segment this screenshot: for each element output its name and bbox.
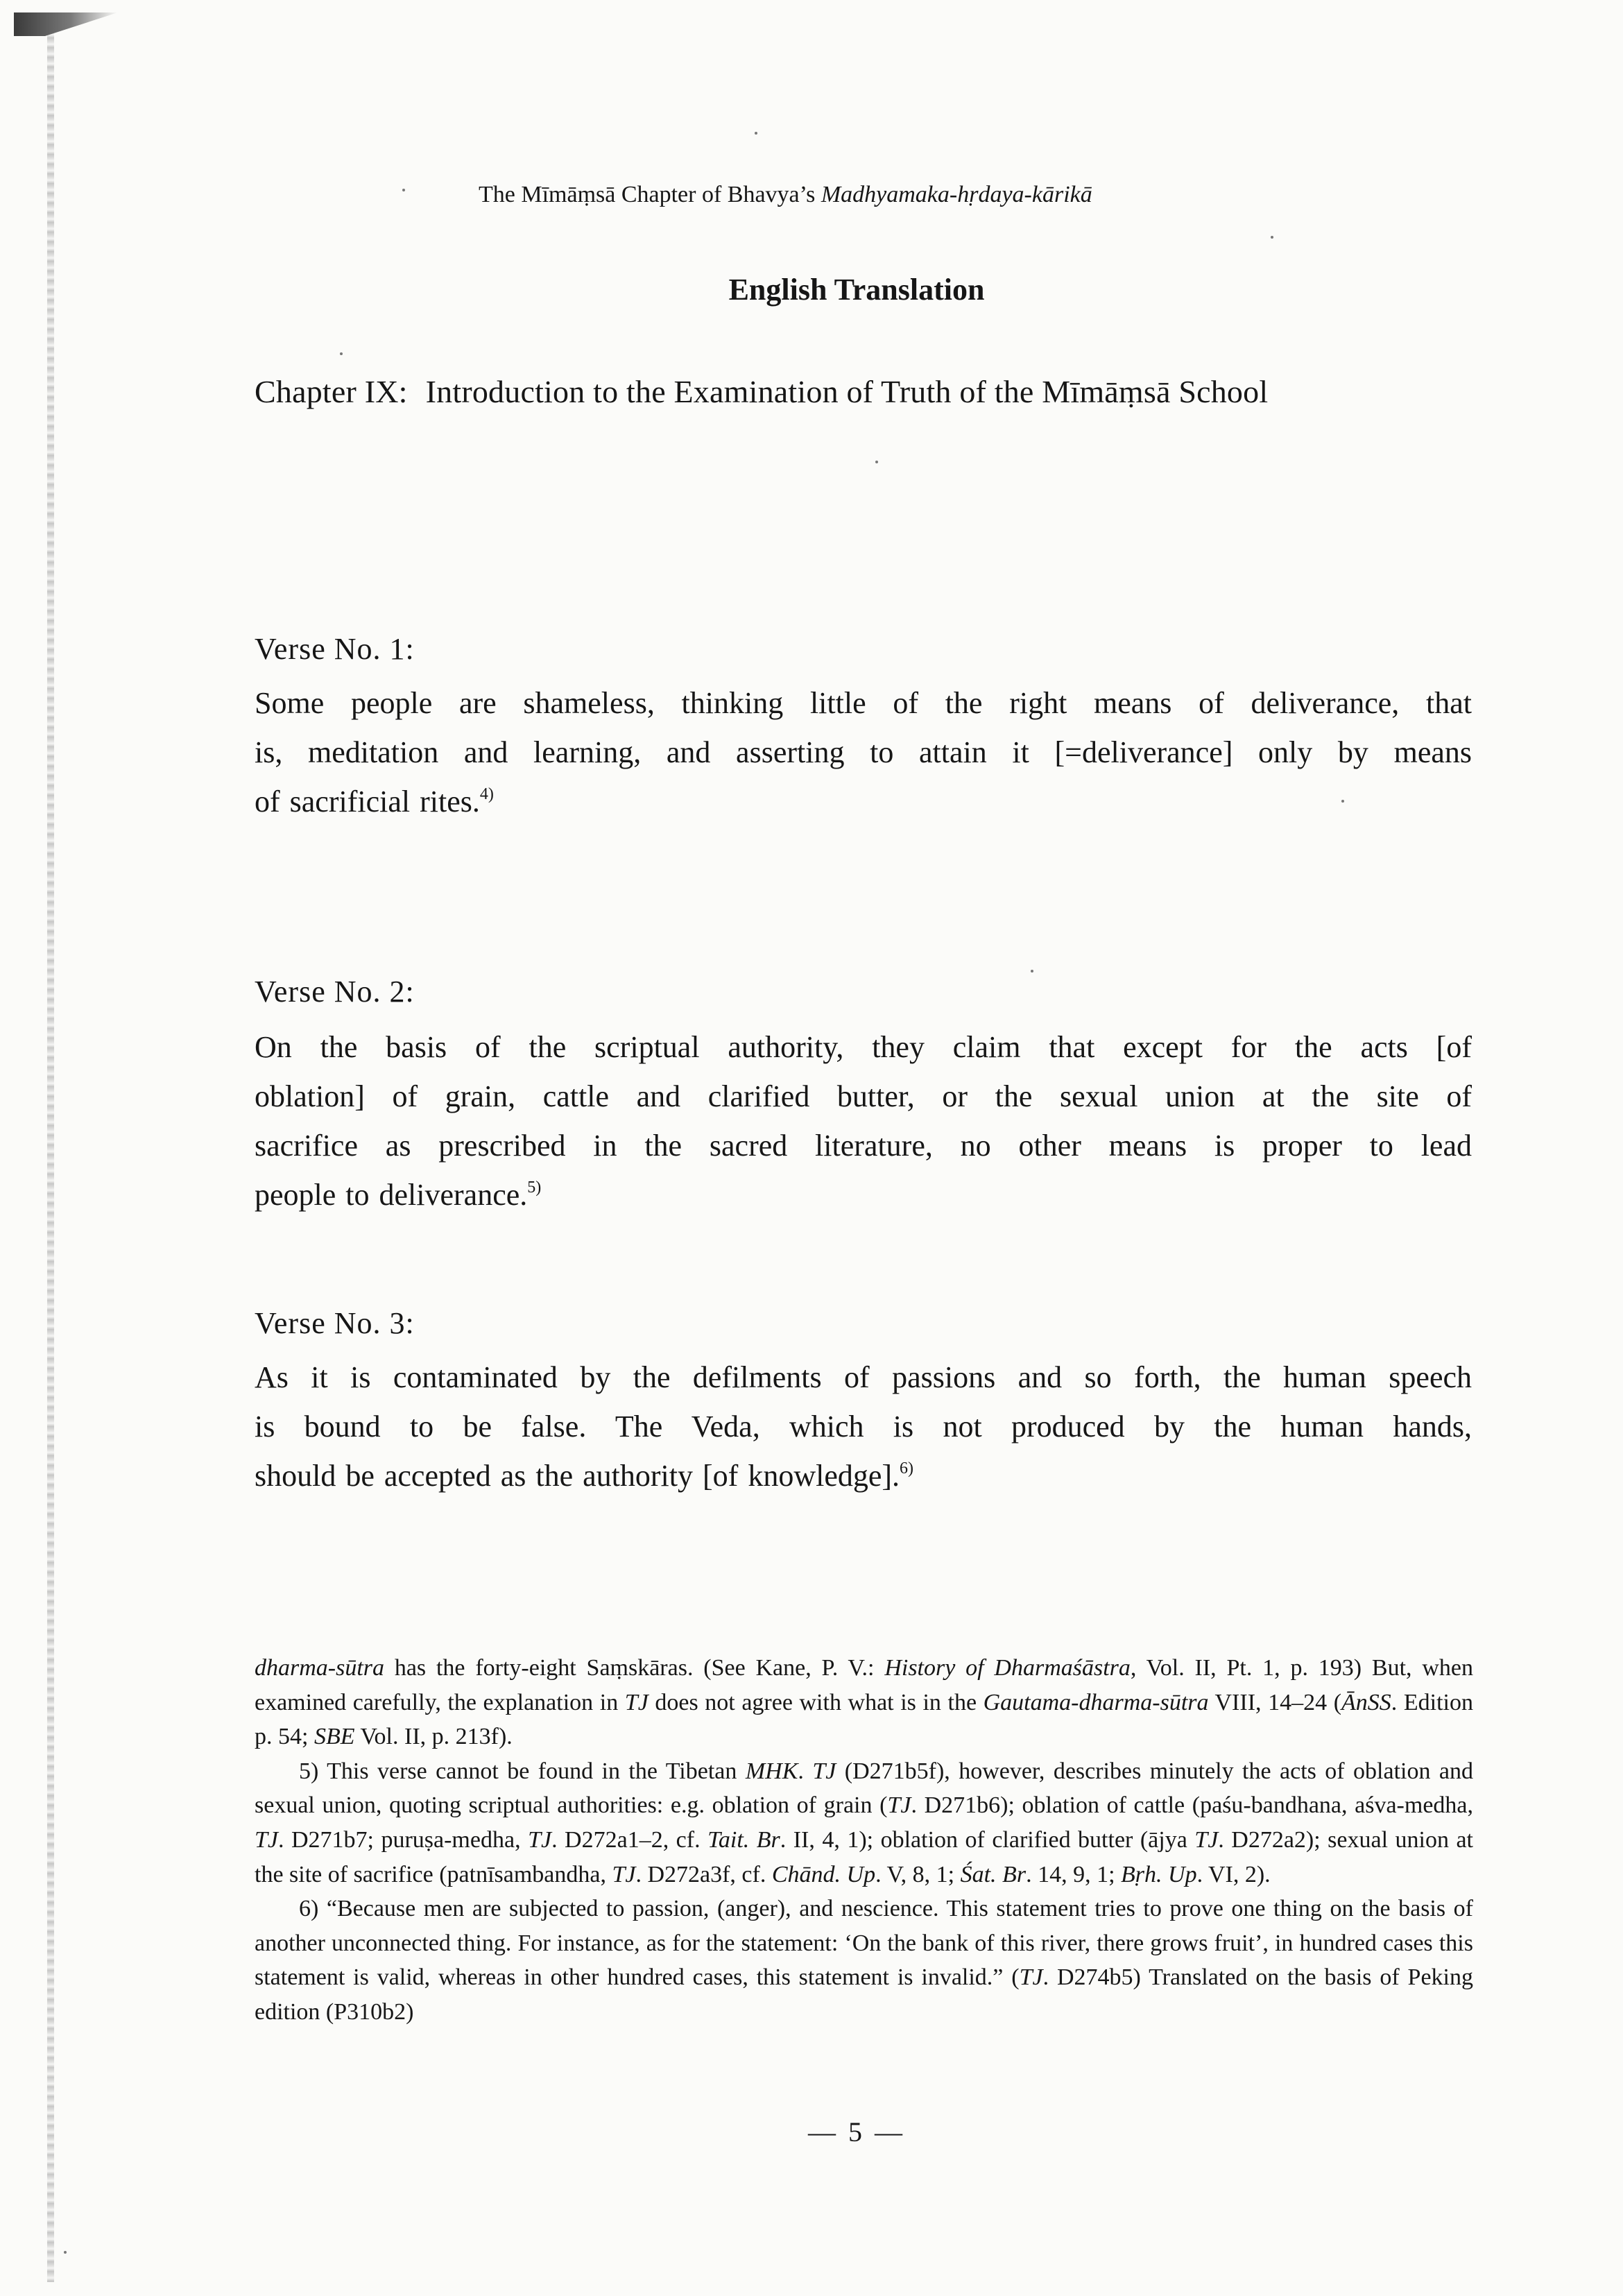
scan-speck bbox=[64, 2251, 67, 2254]
verse-3-label: Verse No. 3: bbox=[255, 1306, 415, 1340]
scan-speck bbox=[402, 189, 405, 191]
footnote-ref-5[interactable]: 5) bbox=[527, 1179, 542, 1197]
page-number: — 5 — bbox=[808, 2116, 905, 2148]
footnote-ref-6[interactable]: 6) bbox=[900, 1459, 914, 1477]
running-head: The Mīmāṃsā Chapter of Bhavya’s Madhyamaka-hṛdaya-kārikā bbox=[479, 182, 1092, 207]
scan-speck bbox=[1271, 236, 1273, 239]
scan-speck bbox=[340, 352, 343, 355]
chapter-heading bbox=[255, 373, 1268, 410]
verse-2-label: Verse No. 2: bbox=[255, 975, 415, 1009]
footnote-ref-4[interactable]: 4) bbox=[479, 785, 494, 803]
footnote-4-continued: dharma-sūtra has the forty-eight Saṃskāras. (See Kane, P. V.: History of Dharmaśāstra, Vol. II, Pt. 1, p. 193) But, when examined carefully, the explanation in TJ does not agree with what is in the Gautama-dharma-sūtra VIII, 14–24 (ĀnSS. Edition p. 54; SBE Vol. II, p. 213f). bbox=[255, 1655, 1473, 1750]
scan-speck bbox=[1031, 970, 1033, 973]
binding-edge-shadow bbox=[47, 28, 54, 2282]
verse-3-text: As it is contaminated by the defilments of passions and so forth, the human speech is bound to be false. The Veda, which is not produced by the human hands, should be accepted as the authority [of knowledge].$^{6)}$ bbox=[255, 1360, 1472, 1493]
scan-speck bbox=[875, 461, 878, 463]
verse-2-text: On the basis of the scriptual authority, they claim that except for the acts [of oblation] of grain, cattle and clarified butter, or the sexual union at the site of sacrifice as prescribed in the sacred literature, no other means is proper to lead people to deliverance.$^{5)}$ bbox=[255, 1030, 1472, 1212]
section-title: English Translation bbox=[728, 273, 985, 307]
verse-1-label: Verse No. 1: bbox=[255, 632, 415, 666]
chapter-label: Chapter IX: bbox=[255, 374, 408, 409]
scan-speck bbox=[1341, 800, 1344, 803]
footnote-5: 5) This verse cannot be found in the Tibetan MHK. TJ (D271b5f), however, describes minutely the acts of oblation and sexual union, quoting scriptual authorities: e.g. oblation of grain (TJ. D271b6); oblation of cattle (paśu-bandhana, aśva-medha, TJ. D271b7; puruṣa-medha, TJ. D272a1–2, cf. Tait. Br. II, 4, 1); oblation of clarified butter (ājya TJ. D272a2); sexual union at the site of sacrifice (patnīsambandha, TJ. D272a3f, cf. Chānd. Up. V, 8, 1; Śat. Br. 14, 9, 1; Bṛh. Up. VI, 2). bbox=[255, 1758, 1474, 1887]
footnote-6: 6) “Because men are subjected to passion, (anger), and nescience. This statement tries to prove one thing on the basis of another unconnected thing. For instance, as for the statement: ‘On the bank of this river, there grows fruit’, in hundred cases this statement is valid, whereas in other hundred cases, this statement is invalid.” (TJ. D274b5) Translated on the basis of Peking edition (P310b2) bbox=[255, 1896, 1474, 2025]
scan-speck bbox=[755, 132, 757, 135]
chapter-title: Introduction to the Examination of Truth of the Mīmāṃsā School bbox=[425, 374, 1269, 409]
scan-corner-mark bbox=[14, 12, 118, 36]
verse-1-text: Some people are shameless, thinking little of the right means of deliverance, that is, meditation and learning, and asserting to attain it [=deliverance] only by means of sacrificial rites.$^{4)}$ bbox=[255, 686, 1472, 819]
footnotes bbox=[255, 1651, 1473, 2030]
